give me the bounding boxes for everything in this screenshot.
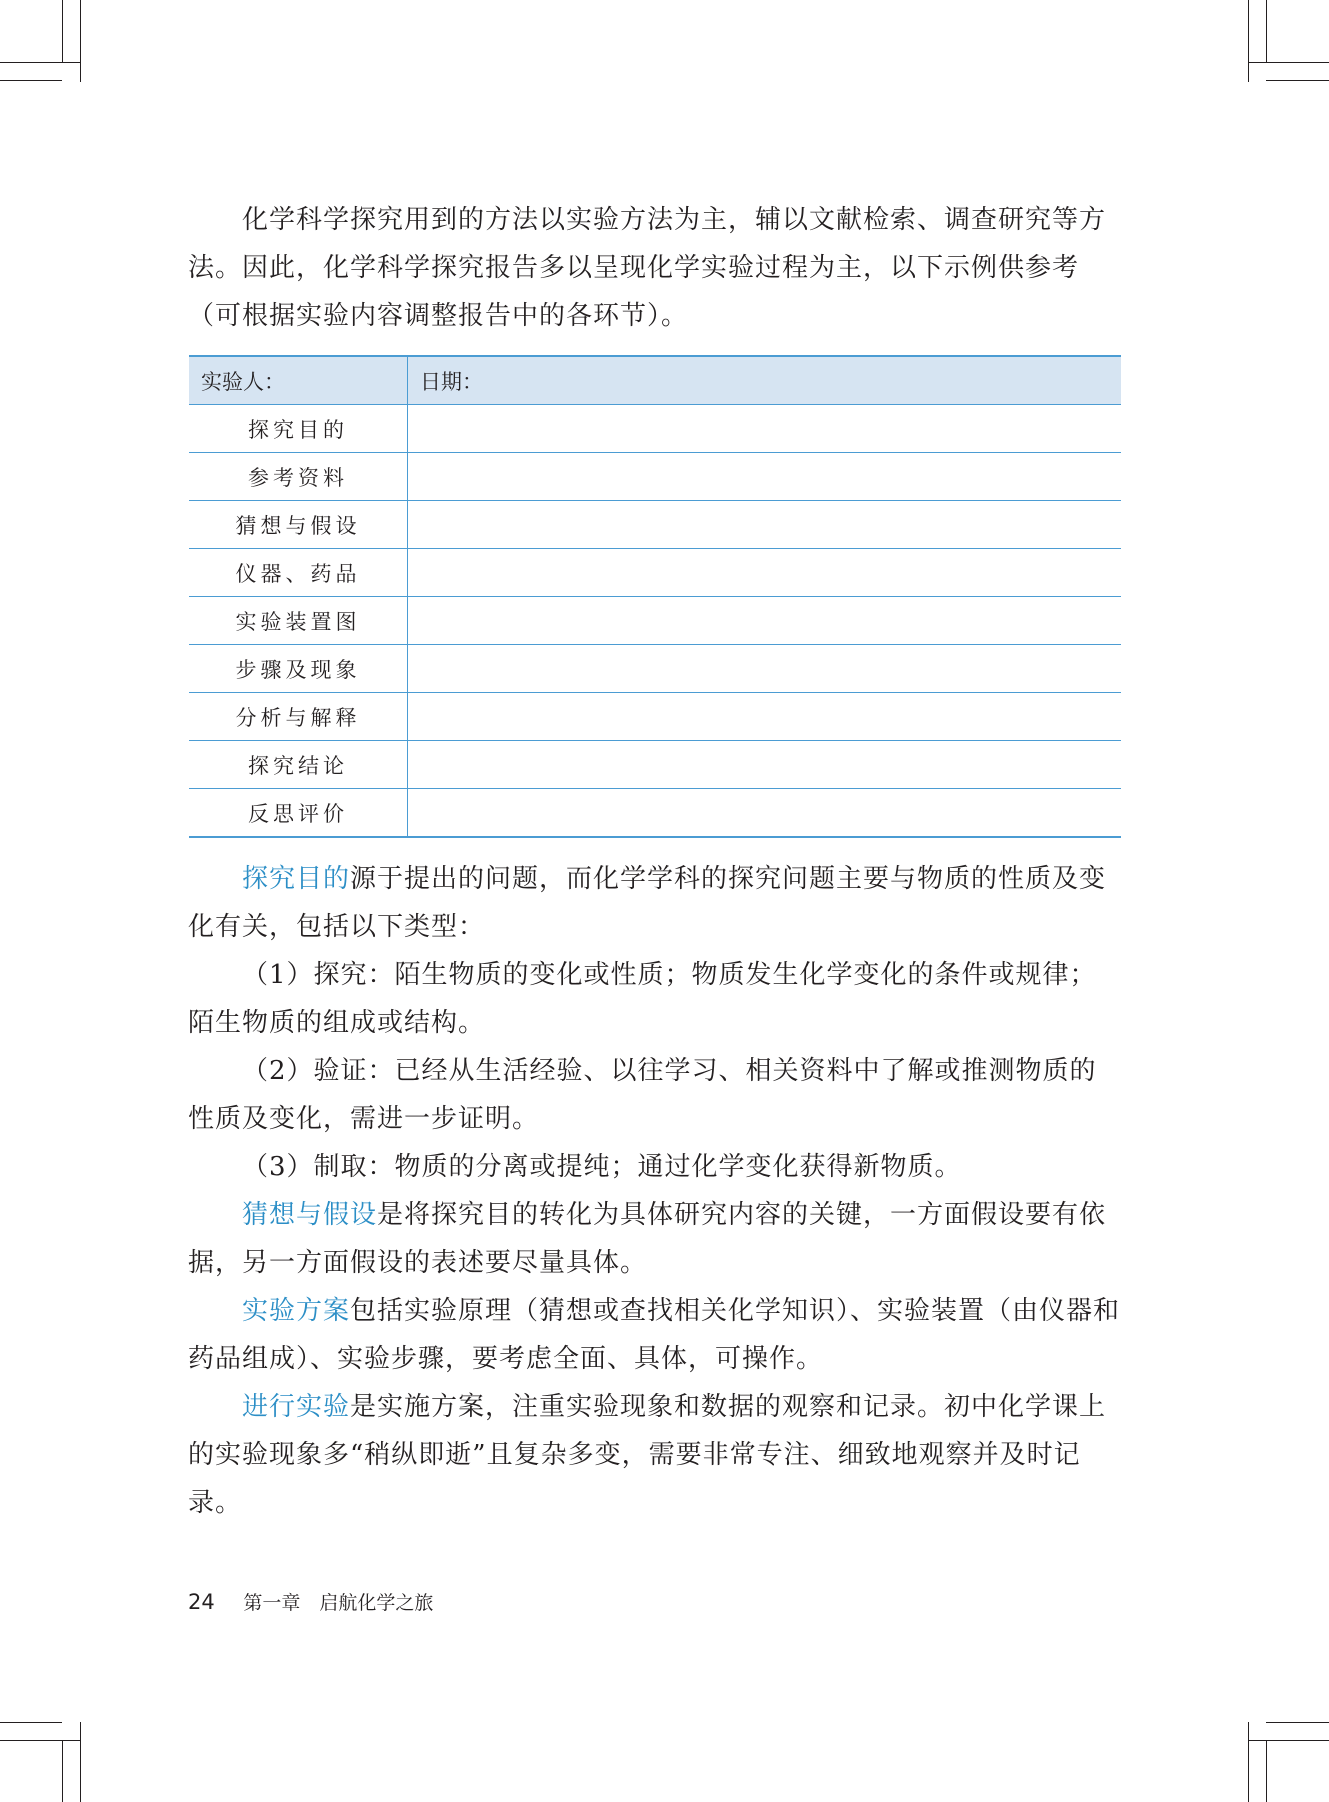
crop-mark xyxy=(80,1722,81,1802)
row-label: 仪器、药品 xyxy=(189,549,408,597)
experiment-paragraph xyxy=(188,1383,1123,1527)
crop-mark xyxy=(1248,1722,1249,1802)
term-highlight: 实验方案 xyxy=(242,1296,351,1326)
crop-mark xyxy=(1248,62,1329,63)
crop-mark xyxy=(1248,0,1249,82)
crop-mark xyxy=(0,1740,80,1741)
date-header: 日期： xyxy=(408,356,1122,405)
table-row xyxy=(189,741,1121,789)
hypothesis-paragraph xyxy=(188,1191,1123,1287)
intro-section xyxy=(188,196,1123,340)
row-value-cell xyxy=(408,453,1122,501)
table-row xyxy=(189,645,1121,693)
crop-mark xyxy=(1266,1722,1329,1723)
table-row xyxy=(189,501,1121,549)
chapter-title: 第一章 启航化学之旅 xyxy=(243,1592,434,1614)
row-label: 实验装置图 xyxy=(189,597,408,645)
paragraph-text: 是将探究目的转化为具体研究内容的关键，一方面假设要有依据，另一方面假设的表述要尽量具体。 xyxy=(188,1200,1107,1278)
table-header-row xyxy=(189,356,1121,405)
plan-paragraph xyxy=(188,1287,1123,1383)
body-section xyxy=(188,855,1123,1527)
crop-mark xyxy=(0,1722,62,1723)
crop-mark xyxy=(1266,80,1329,81)
crop-mark xyxy=(1266,1740,1267,1802)
experimenter-header: 实验人： xyxy=(189,356,408,405)
table-row xyxy=(189,693,1121,741)
table-row xyxy=(189,789,1121,838)
row-value-cell xyxy=(408,501,1122,549)
row-value-cell xyxy=(408,741,1122,789)
table-row xyxy=(189,453,1121,501)
report-template-table xyxy=(189,355,1121,838)
crop-mark xyxy=(1248,1740,1329,1741)
row-label: 步骤及现象 xyxy=(189,645,408,693)
paragraph-text: 源于提出的问题，而化学学科的探究问题主要与物质的性质及变化有关，包括以下类型： xyxy=(188,864,1107,942)
row-label: 参考资料 xyxy=(189,453,408,501)
row-label: 分析与解释 xyxy=(189,693,408,741)
row-value-cell xyxy=(408,405,1122,453)
intro-paragraph: 化学科学探究用到的方法以实验方法为主，辅以文献检索、调查研究等方法。因此，化学科学探究报告多以呈现化学实验过程为主，以下示例供参考（可根据实验内容调整报告中的各环节）。 xyxy=(188,205,1107,331)
row-value-cell xyxy=(408,597,1122,645)
crop-mark xyxy=(62,0,63,62)
row-value-cell xyxy=(408,789,1122,838)
term-highlight: 进行实验 xyxy=(242,1392,351,1422)
page-footer xyxy=(188,1587,433,1618)
page-number: 24 xyxy=(188,1590,215,1614)
list-item: （1）探究：陌生物质的变化或性质；物质发生化学变化的条件或规律；陌生物质的组成或结构。 xyxy=(188,960,1097,1038)
table-row xyxy=(189,405,1121,453)
term-highlight: 猜想与假设 xyxy=(242,1200,378,1230)
list-item: （2）验证：已经从生活经验、以往学习、相关资料中了解或推测物质的性质及变化，需进一步证明。 xyxy=(188,1056,1097,1134)
row-value-cell xyxy=(408,645,1122,693)
purpose-paragraph xyxy=(188,855,1123,951)
paragraph-text: 是实施方案，注重实验现象和数据的观察和记录。初中化学课上的实验现象多“稍纵即逝”且复杂多变，需要非常专注、细致地观察并及时记录。 xyxy=(188,1392,1107,1518)
crop-mark xyxy=(0,62,80,63)
list-item: （3）制取：物质的分离或提纯；通过化学变化获得新物质。 xyxy=(242,1152,962,1182)
crop-mark xyxy=(80,0,81,82)
row-label: 反思评价 xyxy=(189,789,408,838)
crop-mark xyxy=(1266,0,1267,62)
paragraph-text: 包括实验原理（猜想或查找相关化学知识）、实验装置（由仪器和药品组成）、实验步骤，要考虑全面、具体，可操作。 xyxy=(188,1296,1121,1374)
row-label: 猜想与假设 xyxy=(189,501,408,549)
row-label: 探究目的 xyxy=(189,405,408,453)
row-value-cell xyxy=(408,693,1122,741)
crop-mark xyxy=(62,1740,63,1802)
row-label: 探究结论 xyxy=(189,741,408,789)
row-value-cell xyxy=(408,549,1122,597)
crop-mark xyxy=(0,80,62,81)
table-row xyxy=(189,597,1121,645)
term-highlight: 探究目的 xyxy=(242,864,351,894)
table-row xyxy=(189,549,1121,597)
